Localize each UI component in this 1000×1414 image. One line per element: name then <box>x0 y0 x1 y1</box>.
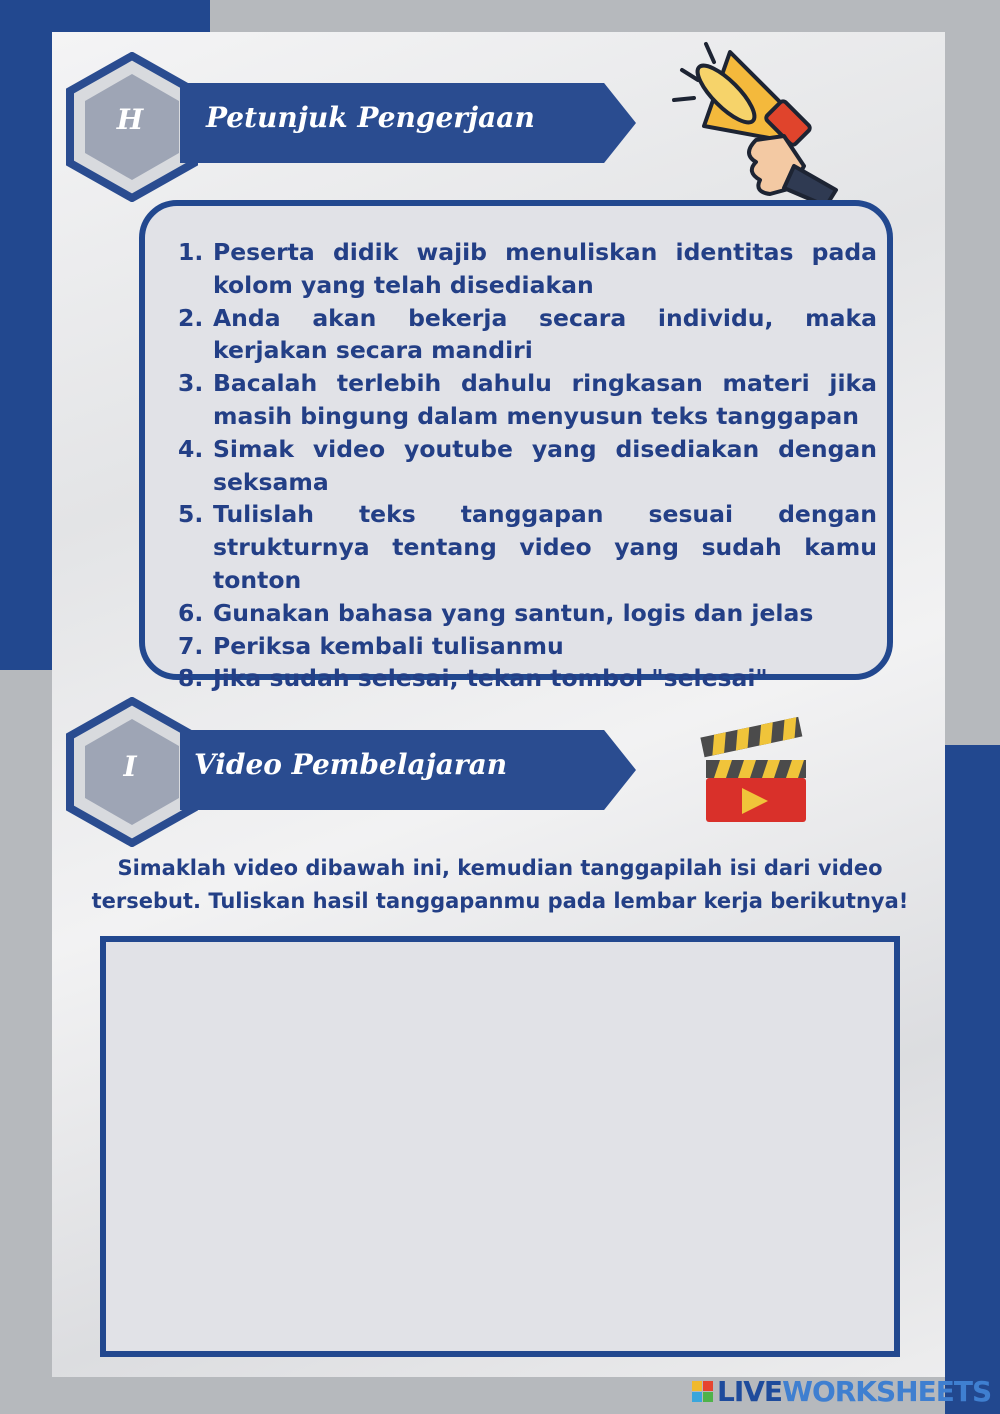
instructions-box <box>139 200 893 693</box>
instruction-item: 5. Tulislah teks tanggapan sesuai dengan strukturnya tentang video yang sudah kamu tonton <box>178 500 877 594</box>
instruction-item: 2. Anda akan bekerja secara individu, maka kerjakan secara mandiri <box>178 303 877 365</box>
megaphone-icon <box>668 40 843 206</box>
video-instruction: Simaklah video dibawah ini, kemudian tanggapilah isi dari video tersebut. Tuliskan hasil tanggapanmu pada lembar kerja berikutnya! <box>91 856 909 913</box>
instructions-list <box>178 236 877 695</box>
background-blue-block-right <box>945 745 1000 1414</box>
instruction-item: 7. Periksa kembali tulisanmu <box>178 631 564 660</box>
section-h-title: Petunjuk Pengerjaan <box>206 101 535 134</box>
instruction-item: 4. Simak video youtube yang disediakan dengan seksama <box>178 434 877 496</box>
clapperboard-icon <box>700 714 812 826</box>
logo-text-live: LIVE <box>717 1374 783 1408</box>
logo-text-worksheets: WORKSHEETS <box>782 1374 992 1408</box>
liveworksheets-logo-icon <box>692 1381 713 1402</box>
video-player-area[interactable] <box>100 936 900 1357</box>
instruction-item: 6. Gunakan bahasa yang santun, logis dan jelas <box>178 598 814 627</box>
section-h-letter: H <box>116 103 144 136</box>
section-i-letter: I <box>123 750 137 783</box>
liveworksheets-logo[interactable] <box>692 1376 991 1406</box>
instruction-item: 3. Bacalah terlebih dahulu ringkasan materi jika masih bingung dalam menyusun teks tanggapan <box>178 369 877 430</box>
instruction-item: 1. Peserta didik wajib menuliskan identitas pada kolom yang telah disediakan <box>178 238 877 299</box>
section-i-title: Video Pembelajaran <box>194 748 508 781</box>
instruction-item: 8. Jika sudah selesai, tekan tombol "selesai" <box>178 664 768 693</box>
